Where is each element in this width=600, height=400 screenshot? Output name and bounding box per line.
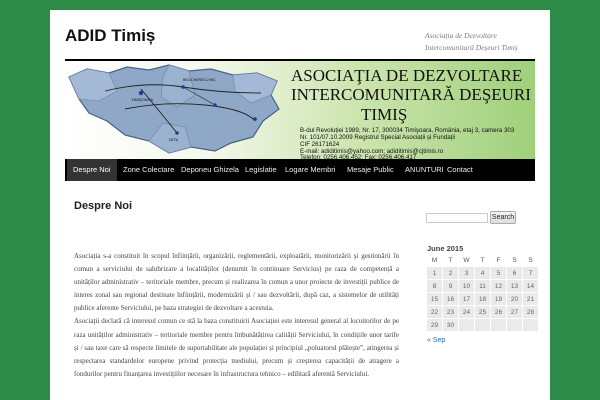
- weekday-label: S: [528, 256, 533, 264]
- banner-cif: CIF 26171624: [300, 141, 340, 148]
- calendar-day: 24: [459, 306, 474, 318]
- calendar-day: 27: [507, 306, 522, 318]
- map-label: TIMIŞOARA: [131, 97, 154, 102]
- calendar-week-row: [427, 306, 538, 318]
- calendar-day: 22: [427, 306, 442, 318]
- calendar-prev-month-link[interactable]: « Sep: [427, 337, 446, 344]
- banner-email: E-mail: adiditimis@yahoo.com; adiditimis@cjtimis.ro: [300, 148, 444, 155]
- map-point: [175, 131, 179, 135]
- site-description-line: Intercomunitară Deșeuri Timiș: [425, 43, 518, 52]
- calendar-day: 6: [507, 267, 522, 279]
- weekday-label: S: [512, 256, 517, 264]
- calendar-day: 3: [459, 267, 474, 279]
- weekday-label: T: [480, 256, 485, 264]
- main-navigation: [65, 159, 535, 181]
- map-label: DETA: [169, 138, 179, 142]
- calendar-day: 7: [523, 267, 538, 279]
- calendar-day: 23: [443, 306, 458, 318]
- calendar-day: 19: [491, 293, 506, 305]
- calendar-day: 16: [443, 293, 458, 305]
- calendar-day: 28: [523, 306, 538, 318]
- nav-item-logare-membri[interactable]: Logare Membri: [285, 165, 336, 174]
- calendar-week-row: [427, 319, 538, 331]
- weekday-label: M: [431, 256, 438, 264]
- banner-address: B-dul Revoluției 1989, Nr. 17, 300034 Timişoara, România, etaj 3, camera 303: [300, 127, 515, 134]
- nav-item-zone-colectare[interactable]: Zone Colectare: [123, 165, 175, 174]
- banner-registration: Nr. 101/07.10.2009 Registrul Special Asociații și Fundații: [300, 134, 456, 141]
- calendar-table: [426, 253, 539, 332]
- site-title[interactable]: ADID Timiș: [65, 26, 156, 45]
- nav-item-despre-noi[interactable]: Despre Noi: [67, 159, 117, 181]
- calendar-day: 14: [523, 280, 538, 292]
- calendar-day: 30: [443, 319, 458, 331]
- weekday-label: W: [463, 256, 470, 264]
- map-point: [213, 103, 217, 107]
- map-point: [139, 91, 143, 95]
- calendar-day: 12: [491, 280, 506, 292]
- calendar-day-empty: [475, 319, 490, 331]
- calendar-day: 8: [427, 280, 442, 292]
- calendar-day: 2: [443, 267, 458, 279]
- calendar-day: 11: [475, 280, 490, 292]
- banner-title-line: TIMIŞ: [361, 105, 408, 124]
- calendar-day: 18: [475, 293, 490, 305]
- calendar-day: 15: [427, 293, 442, 305]
- weekday-label: T: [448, 256, 453, 264]
- calendar-caption: June 2015: [427, 244, 464, 253]
- calendar-day: 1: [427, 267, 442, 279]
- calendar-day: 5: [491, 267, 506, 279]
- calendar-weekday-row: [427, 254, 538, 266]
- calendar-day-empty: [491, 319, 506, 331]
- weekday-label: F: [496, 256, 501, 264]
- calendar-day-empty: [507, 319, 522, 331]
- calendar-day-empty: [523, 319, 538, 331]
- nav-item-legislatie[interactable]: Legislatie: [245, 165, 277, 174]
- search-input[interactable]: [426, 213, 488, 223]
- nav-item-anunturi[interactable]: ANUNTURI: [405, 165, 444, 174]
- calendar-day: 4: [475, 267, 490, 279]
- banner-phone: Telefon: 0256.406.452; Fax: 0256.406.417: [300, 154, 417, 159]
- banner-title-line: ASOCIAŢIA DE DEZVOLTARE: [291, 66, 523, 85]
- calendar-day: 25: [475, 306, 490, 318]
- site-description-line: Asociația de Dezvoltare: [425, 31, 497, 40]
- calendar-day: 10: [459, 280, 474, 292]
- calendar-week-row: [427, 293, 538, 305]
- header-banner: [65, 61, 535, 159]
- calendar-day: 21: [523, 293, 538, 305]
- article-body: [74, 250, 399, 381]
- calendar-week-row: [427, 267, 538, 279]
- nav-item-deponeu-ghizela[interactable]: Deponeu Ghizela: [181, 165, 239, 174]
- map-point: [181, 85, 185, 89]
- calendar-day: 29: [427, 319, 442, 331]
- map-point: [253, 117, 257, 121]
- calendar-day: 20: [507, 293, 522, 305]
- nav-item-contact[interactable]: Contact: [447, 165, 473, 174]
- calendar-day: 9: [443, 280, 458, 292]
- calendar-day-empty: [459, 319, 474, 331]
- calendar-week-row: [427, 280, 538, 292]
- article-paragraph: Asociația s-a constituit în scopul înființării, organizării, reglementării, exploatării, monitorizării și gestionării în comun a serviciului de salubrizare a localităților (denumit în continuare Servicius) pe raza de competență a unităților administrativ – teritoriale membre, precum și realizarea în comun a unor proiecte de investiții publice de interes zonal sau regional destinate înființării, modernizării și / sau dezvoltării, după caz, a sistemelor de utilități publice aferente Serviciului, pe baza strategiei de dezvoltare a acestuia.: [74, 252, 399, 313]
- calendar-day: 26: [491, 306, 506, 318]
- calendar-day: 13: [507, 280, 522, 292]
- page-title: Despre Noi: [74, 200, 133, 212]
- nav-item-mesaje-public[interactable]: Mesaje Public: [347, 165, 394, 174]
- map-label: BECICHERECU MIC: [183, 78, 216, 82]
- search-button[interactable]: Search: [490, 211, 516, 224]
- site-description: [425, 30, 545, 54]
- article-paragraph: Asociații declară că interesul comun ce stă la baza constituirii Asociației este interesul general al locuitorilor de pe raza unităților administrativ – teritoriale membre pentru îmbunătățirea calității Serviciului, în condițiile unor tarife și / sau taxe care să respecte limitele de suportabilitate ale populației și principiul „poluatorul plătește”, atingerea și respectarea standardelor europene privind protecția mediului, precum și creșterea capacității de atragere a fondurilor pentru finanțarea investițiilor necesare în infrastructura tehnico – edilitară aferentă Serviciului.: [74, 317, 399, 378]
- timis-map-image: [65, 61, 285, 159]
- page: [50, 10, 550, 400]
- banner-title-line: INTERCOMUNITARĂ DEŞEURI: [291, 85, 531, 104]
- calendar-day: 17: [459, 293, 474, 305]
